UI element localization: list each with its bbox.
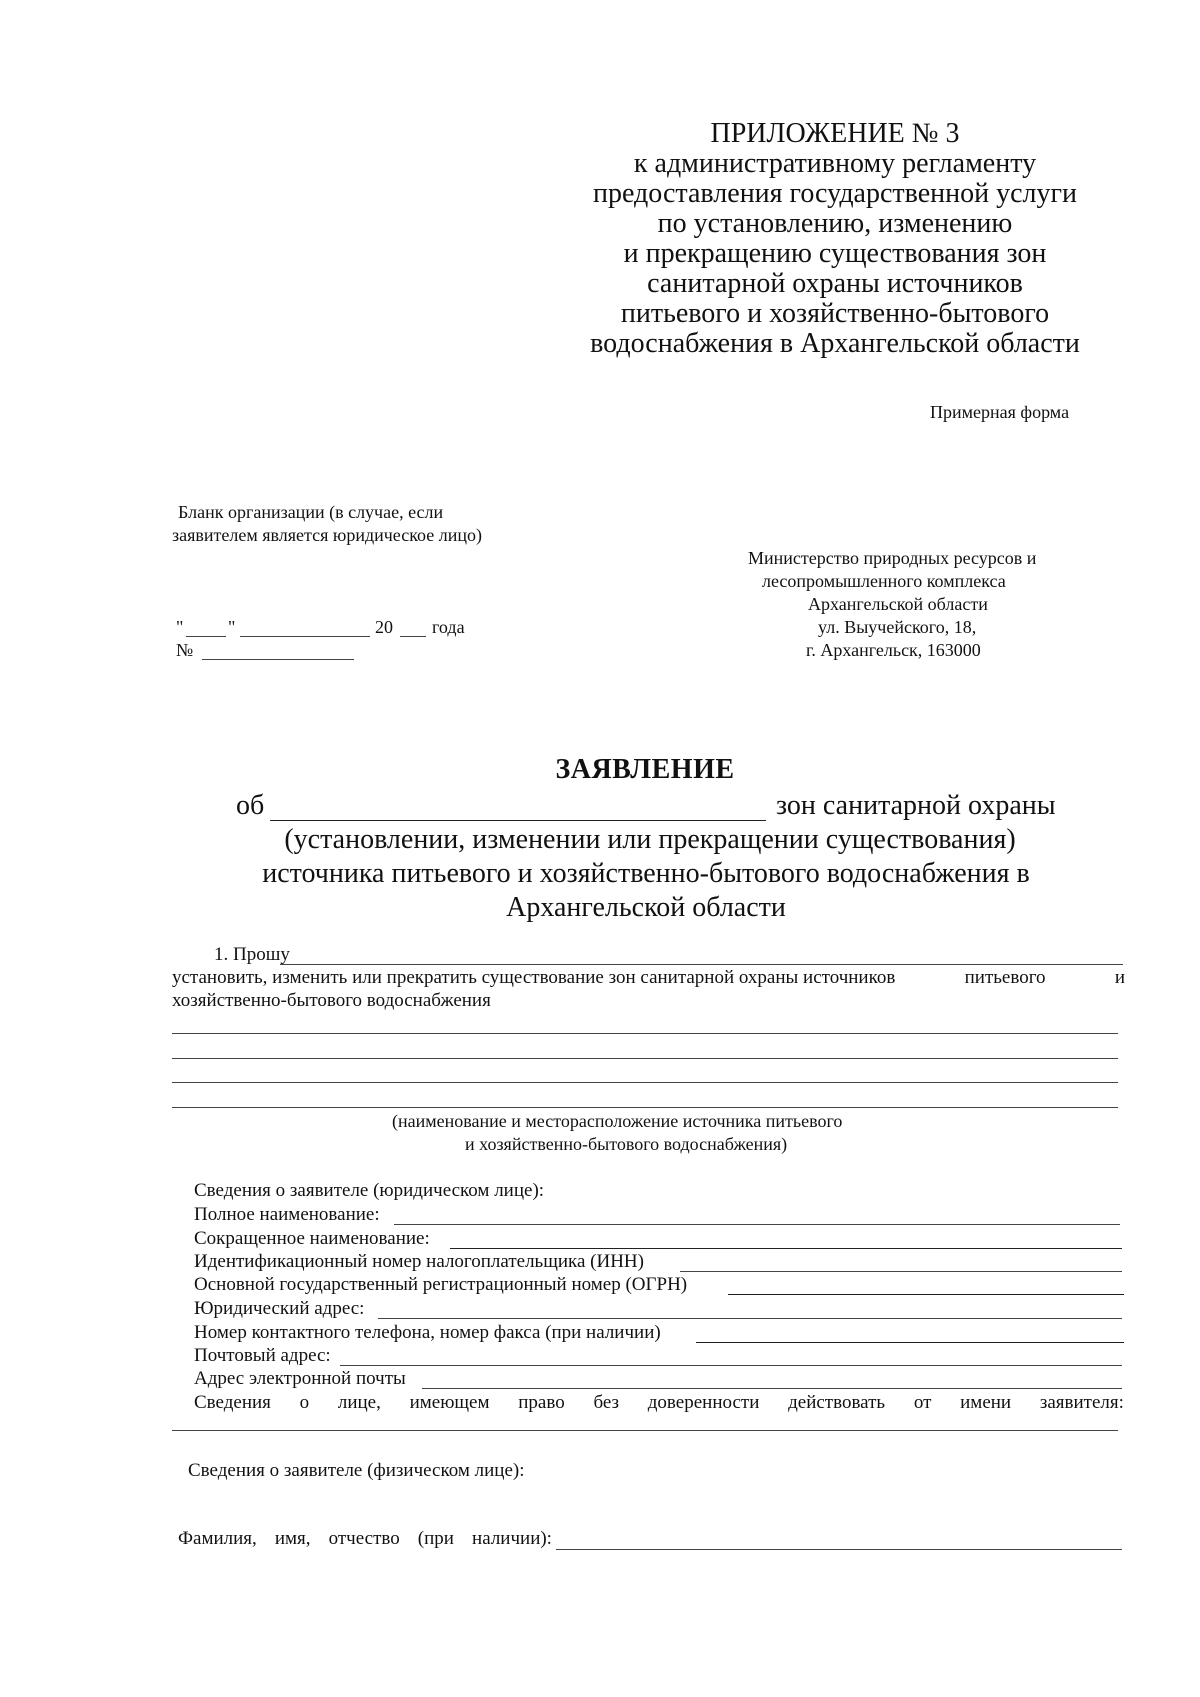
month-field[interactable]: [240, 636, 370, 637]
authorized-word: о: [299, 1392, 310, 1413]
appendix-line: предоставления государственной услуги: [593, 178, 1077, 209]
appendix-line: водоснабжения в Архангельской области: [590, 328, 1080, 359]
recipient-line: Архангельской области: [808, 594, 988, 614]
appendix-line: питьевого и хозяйственно-бытового: [620, 298, 1050, 329]
recipient-line: лесопромышленного комплекса: [762, 571, 1006, 591]
heading-line4: Архангельской области: [506, 892, 786, 923]
document-title: ЗАЯВЛЕНИЕ: [555, 754, 735, 785]
quote-open: ": [176, 617, 184, 637]
heading-line2: (установлении, изменении или прекращении существования): [284, 824, 1016, 855]
org-blank-line2: заявителем является юридическое лицо): [172, 525, 483, 545]
inn-label: Идентификационный номер налогоплательщика (ИНН): [194, 1251, 644, 1272]
legal-address-field[interactable]: [378, 1318, 1122, 1319]
request-field[interactable]: [280, 964, 1123, 965]
year-field[interactable]: [400, 636, 426, 637]
postal-address-label: Почтовый адрес:: [194, 1345, 331, 1366]
year-suffix: года: [432, 617, 465, 637]
request-line3: хозяйственно-бытового водоснабжения: [172, 990, 491, 1011]
authorized-word: действовать: [788, 1392, 886, 1413]
heading-line3: источника питьевого и хозяйственно-бытового водоснабжения в: [262, 858, 1030, 889]
ogrn-field[interactable]: [728, 1294, 1124, 1295]
year-prefix: 20: [375, 617, 393, 637]
source-field-2[interactable]: [172, 1058, 1118, 1059]
number-field[interactable]: [202, 659, 354, 660]
form-note: Примерная форма: [930, 402, 1070, 422]
legal-entity-header: Сведения о заявителе (юридическом лице):: [194, 1180, 545, 1201]
request-text: установить, изменить или прекратить существование зон санитарной охраны источников: [172, 967, 896, 988]
heading-ob: об: [236, 790, 265, 821]
source-field-3[interactable]: [172, 1082, 1118, 1083]
phone-fax-label: Номер контактного телефона, номер факса (при наличии): [194, 1322, 661, 1343]
authorized-person-line: [194, 1392, 1124, 1414]
legal-address-label: Юридический адрес:: [194, 1298, 365, 1319]
authorized-word: заявителя:: [1039, 1392, 1124, 1413]
authorized-word: без: [593, 1392, 620, 1413]
short-name-label: Сокращенное наименование:: [194, 1228, 430, 1249]
fio-word: Фамилия,: [178, 1528, 257, 1549]
full-name-label: Полное наименование:: [194, 1204, 380, 1225]
authorized-word: имени: [960, 1392, 1012, 1413]
org-blank-line1: Бланк организации (в случае, если: [178, 502, 444, 522]
action-field[interactable]: [270, 820, 766, 821]
appendix-line: и прекращению существования зон: [623, 238, 1047, 269]
phone-fax-field[interactable]: [696, 1342, 1124, 1343]
request-word: и: [1114, 967, 1125, 988]
heading-zones: зон санитарной охраны: [776, 790, 1056, 821]
fio-word: имя,: [274, 1528, 311, 1549]
short-name-field[interactable]: [450, 1248, 1122, 1249]
recipient-line: Министерство природных ресурсов и: [748, 548, 1037, 568]
appendix-title: ПРИЛОЖЕНИЕ № 3: [710, 118, 960, 149]
full-name-field[interactable]: [394, 1224, 1120, 1225]
fio-word: отчество: [328, 1528, 400, 1549]
email-label: Адрес электронной почты: [194, 1368, 406, 1389]
appendix-line: к административному регламенту: [633, 148, 1037, 179]
day-field[interactable]: [186, 636, 226, 637]
authorized-word: имеющем: [409, 1392, 490, 1413]
fio-label: [178, 1528, 552, 1550]
authorized-word: Сведения: [194, 1392, 271, 1413]
inn-field[interactable]: [680, 1271, 1122, 1272]
postal-address-field[interactable]: [340, 1365, 1122, 1366]
quote-close: ": [228, 617, 236, 637]
request-prefix: 1. Прошу: [214, 944, 290, 965]
source-field-4[interactable]: [172, 1107, 1118, 1108]
appendix-line: санитарной охраны источников: [647, 268, 1023, 299]
recipient-line: ул. Выучейского, 18,: [818, 617, 977, 637]
fio-word: (при: [417, 1528, 454, 1549]
individual-header: Сведения о заявителе (физическом лице):: [188, 1460, 525, 1481]
recipient-line: г. Архангельск, 163000: [806, 640, 981, 660]
fio-word: наличии):: [472, 1528, 552, 1549]
source-caption-1: (наименование и месторасположение источника питьевого: [392, 1111, 843, 1131]
number-sign: №: [176, 640, 194, 660]
request-word: питьевого: [964, 967, 1046, 988]
fio-field[interactable]: [556, 1549, 1122, 1550]
authorized-word: лице,: [337, 1392, 381, 1413]
source-field-1[interactable]: [172, 1033, 1118, 1034]
email-field[interactable]: [422, 1388, 1122, 1389]
request-line2: [172, 967, 1125, 989]
authorized-word: от: [913, 1392, 932, 1413]
appendix-line: по установлению, изменению: [657, 208, 1013, 239]
ogrn-label: Основной государственный регистрационный номер (ОГРН): [194, 1274, 688, 1295]
authorized-word: доверенности: [647, 1392, 760, 1413]
source-caption-2: и хозяйственно-бытового водоснабжения): [465, 1134, 788, 1154]
authorized-person-field[interactable]: [172, 1430, 1118, 1431]
authorized-word: право: [518, 1392, 565, 1413]
